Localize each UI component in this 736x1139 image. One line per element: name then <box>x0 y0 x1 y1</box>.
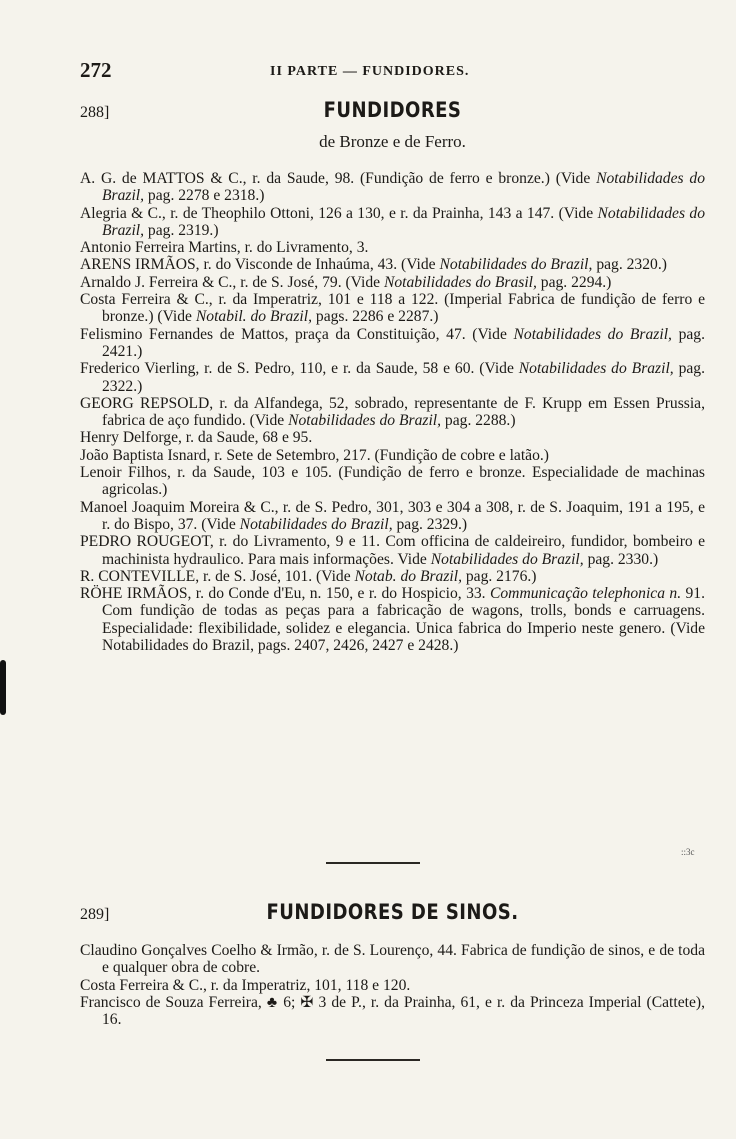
entry-text: pag. 2329.) <box>392 515 468 533</box>
directory-entry <box>80 533 705 568</box>
entry-text: pag. 2278 e 2318.) <box>144 187 265 205</box>
entry-reference: Notabil. do Brazil, <box>195 308 312 326</box>
entry-reference: Notabilidades do Brazil, <box>288 412 442 430</box>
directory-entry <box>80 326 705 361</box>
entry-text: ARENS IRMÃOS, r. do Visconde de Inhaúma, 43. (Vide <box>80 256 440 274</box>
entry-reference: Communicação telephonica n. <box>489 585 682 603</box>
directory-entry <box>80 395 705 430</box>
entry-text: Francisco de Souza Ferreira, ♣ 6; ✠ 3 de P., r. da Prainha, 61, e r. da Princeza Imperial (Cattete), 16. <box>80 993 705 1029</box>
entry-reference: Notabilidades do Brazil, <box>518 360 674 378</box>
entry-reference: Notabilidades do Brazil, <box>439 256 593 274</box>
directory-entry <box>80 205 705 240</box>
directory-entry <box>80 977 705 994</box>
entry-reference: Notab. do Brazil, <box>354 567 462 585</box>
directory-entry <box>80 274 705 291</box>
section-number: 288] <box>80 104 110 121</box>
entry-reference: Notabilidades do Brazil, <box>513 325 672 343</box>
entry-text: Felismino Fernandes de Mattos, praça da Constituição, 47. (Vide <box>80 325 514 343</box>
entry-text: Lenoir Filhos, r. da Saude, 103 e 105. (Fundição de ferro e bronze. Especialidade de machinas agricolas.) <box>80 464 705 499</box>
signature-mark: ::3c <box>681 847 695 857</box>
directory-entry <box>80 291 705 326</box>
entry-reference: Notabilidades do Brazil, <box>430 550 584 568</box>
directory-entry <box>80 447 705 464</box>
entry-text: pag. 2288.) <box>441 412 516 430</box>
entry-text: RÖHE IRMÃOS, r. do Conde d'Eu, n. 150, e r. do Hospicio, 33. <box>80 585 490 603</box>
entry-text: Antonio Ferreira Martins, r. do Livramento, 3. <box>80 239 369 257</box>
entry-text: pags. 2286 e 2287.) <box>312 308 439 326</box>
entry-reference: Notabilidades do Brazil, <box>239 515 393 533</box>
directory-entry <box>80 429 705 446</box>
entry-reference: Notabilidades do Brazil, <box>102 204 705 239</box>
directory-entry <box>80 568 705 585</box>
directory-entry <box>80 942 705 977</box>
entry-text: GEORG REPSOLD, r. da Alfandega, 52, sobrado, representante de F. Krupp em Essen Prussia, fabrica de aço fundido. (Vide <box>80 394 705 430</box>
entry-text: Costa Ferreira & C., r. da Imperatriz, 101 e 118 a 122. (Imperial Fabrica de fundição de ferro e bronze.) (Vide <box>80 291 705 326</box>
entry-text: pag. 2330.) <box>583 550 659 568</box>
directory-entry <box>80 360 705 395</box>
directory-entry <box>80 464 705 499</box>
entry-text: João Baptista Isnard, r. Sete de Setembro, 217. (Fundição de cobre e latão.) <box>80 446 549 464</box>
entry-reference: Notabilidades do Brazil, <box>102 170 705 205</box>
entry-text: pag. 2421.) <box>102 325 706 360</box>
entry-list <box>80 942 705 1028</box>
entry-text: Arnaldo J. Ferreira & C., r. de S. José, 79. (Vide <box>80 273 384 291</box>
section-divider <box>326 862 420 864</box>
entry-reference: Notabilidades do Brasil, <box>383 273 537 291</box>
section-title: FUNDIDORES DE SINOS. <box>266 900 519 924</box>
entry-text: pag. 2319.) <box>144 221 219 239</box>
section-number: 289] <box>80 906 110 923</box>
section-subtitle: de Bronze e de Ferro. <box>319 132 466 151</box>
entry-text: Frederico Vierling, r. de S. Pedro, 110, e r. da Saude, 58 e 60. (Vide <box>80 360 519 378</box>
directory-entry <box>80 170 705 205</box>
entry-text: R. CONTEVILLE, r. de S. José, 101. (Vide <box>80 567 355 585</box>
directory-entry <box>80 994 705 1029</box>
entry-text: pag. 2294.) <box>536 273 612 291</box>
margin-mark <box>0 660 6 715</box>
entry-list <box>80 170 705 654</box>
directory-entry <box>80 585 705 654</box>
directory-entry <box>80 239 705 256</box>
entry-text: pag. 2320.) <box>592 256 667 274</box>
page-number: 272 <box>80 58 112 82</box>
entry-text: pag. 2176.) <box>461 567 537 585</box>
running-header <box>80 58 700 88</box>
section-title: FUNDIDORES <box>323 98 462 122</box>
end-divider <box>326 1059 420 1061</box>
entry-text: Alegria & C., r. de Theophilo Ottoni, 126 a 130, e r. da Prainha, 143 a 147. (Vide <box>80 204 598 222</box>
entry-text: pag. 2322.) <box>102 360 705 395</box>
entry-text: Manoel Joaquim Moreira & C., r. de S. Pedro, 301, 303 e 304 a 308, r. de S. Joaquim, 191 a 195, e r. do Bispo, 37. (Vide <box>80 498 705 533</box>
entry-text: PEDRO ROUGEOT, r. do Livramento, 9 e 11. Com officina de caldeireiro, fundidor, bombeiro e machinista hydraulico. Para mais informações. Vide <box>80 533 705 568</box>
entry-text: 91. Com fundição de todas as peças para a fabricação de wagons, trolls, bonds e carruagens. Especialidade: flexibilidade, solidez e elegancia. Unica fabrica do Imperio neste genero. (Vide Notabilidades do Brazil, pags. 2407, 2426, 2427 e 2428.) <box>102 585 705 655</box>
directory-entry <box>80 256 705 273</box>
running-title: II PARTE — FUNDIDORES. <box>270 64 470 79</box>
entry-text: Costa Ferreira & C., r. da Imperatriz, 101, 118 e 120. <box>80 976 411 994</box>
entry-text: Claudino Gonçalves Coelho & Irmão, r. de S. Lourenço, 44. Fabrica de fundição de sinos, e de toda e qualquer obra de cobre. <box>80 942 705 977</box>
entry-text: Henry Delforge, r. da Saude, 68 e 95. <box>80 429 313 447</box>
entry-text: A. G. de MATTOS & C., r. da Saude, 98. (Fundição de ferro e bronze.) (Vide <box>80 170 597 187</box>
directory-entry <box>80 499 705 534</box>
